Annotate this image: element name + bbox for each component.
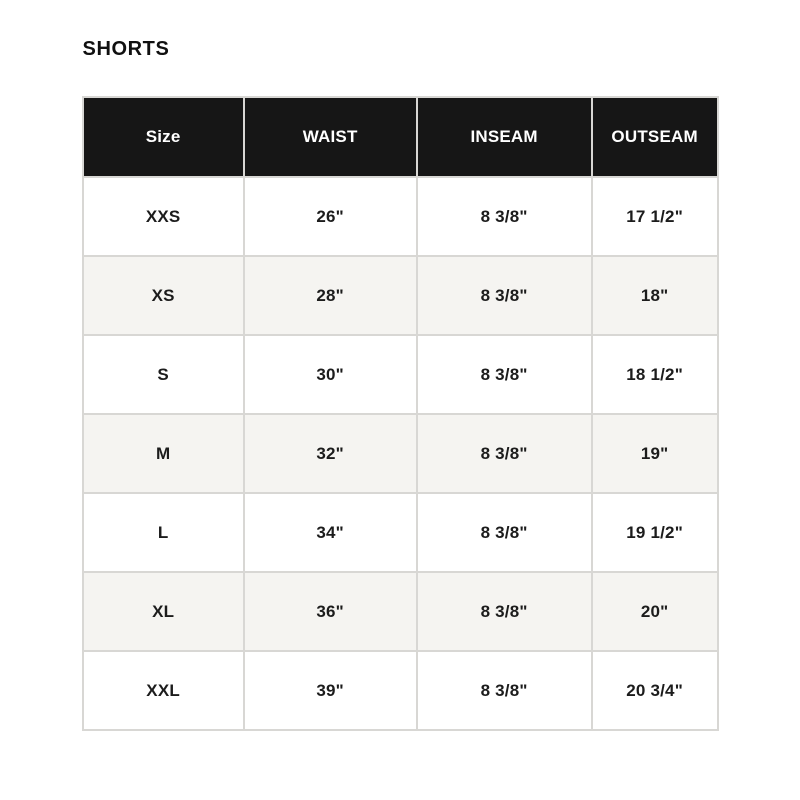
cell-inseam: 8 3/8" (417, 256, 592, 335)
cell-inseam: 8 3/8" (417, 651, 592, 730)
cell-inseam: 8 3/8" (417, 177, 592, 256)
table-header (83, 97, 718, 177)
cell-inseam: 8 3/8" (417, 572, 592, 651)
cell-size: S (83, 335, 244, 414)
cell-waist: 32" (244, 414, 417, 493)
cell-size: L (83, 493, 244, 572)
table-row (83, 335, 718, 414)
cell-waist: 28" (244, 256, 417, 335)
cell-outseam: 19 1/2" (592, 493, 718, 572)
cell-outseam: 18" (592, 256, 718, 335)
table-body (83, 177, 718, 730)
column-header-inseam: INSEAM (417, 97, 592, 177)
cell-outseam: 17 1/2" (592, 177, 718, 256)
table-row (83, 256, 718, 335)
cell-waist: 34" (244, 493, 417, 572)
column-header-outseam: OUTSEAM (592, 97, 718, 177)
column-header-size: Size (83, 97, 244, 177)
cell-waist: 36" (244, 572, 417, 651)
chart-title: SHORTS (82, 38, 170, 60)
cell-inseam: 8 3/8" (417, 493, 592, 572)
cell-inseam: 8 3/8" (417, 414, 592, 493)
cell-inseam: 8 3/8" (417, 335, 592, 414)
cell-waist: 39" (244, 651, 417, 730)
cell-outseam: 18 1/2" (592, 335, 718, 414)
table-row (83, 651, 718, 730)
cell-size: XS (83, 256, 244, 335)
table-row (83, 414, 718, 493)
cell-size: XXL (83, 651, 244, 730)
cell-outseam: 20 3/4" (592, 651, 718, 730)
cell-waist: 30" (244, 335, 417, 414)
header-row (83, 97, 718, 177)
column-header-waist: WAIST (244, 97, 417, 177)
cell-size: XL (83, 572, 244, 651)
table-row (83, 493, 718, 572)
cell-outseam: 20" (592, 572, 718, 651)
table-row (83, 572, 718, 651)
size-chart-section (82, 0, 719, 731)
cell-size: M (83, 414, 244, 493)
size-chart-table (82, 96, 719, 731)
table-row (83, 177, 718, 256)
cell-outseam: 19" (592, 414, 718, 493)
cell-size: XXS (83, 177, 244, 256)
cell-waist: 26" (244, 177, 417, 256)
